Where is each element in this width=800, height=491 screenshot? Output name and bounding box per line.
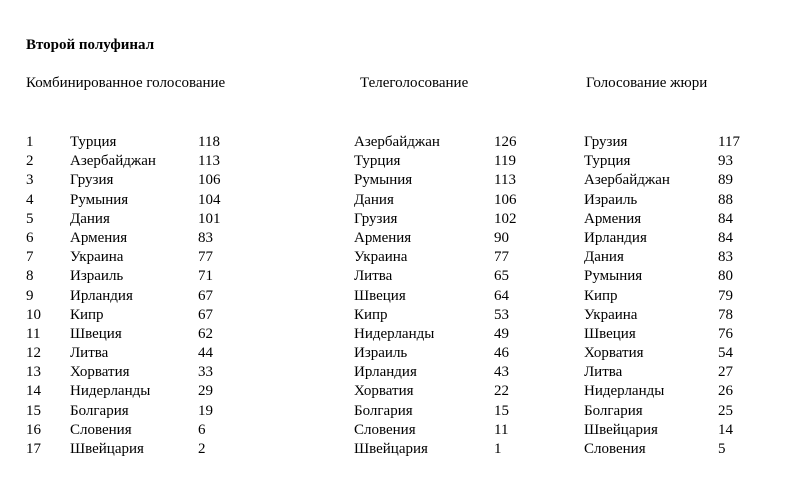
rank-cell: 14 — [26, 383, 41, 400]
jury-country-cell: Швейцария — [584, 421, 658, 438]
table-row — [0, 363, 800, 382]
jury-country-cell: Ирландия — [584, 229, 647, 246]
jury-country-cell: Израиль — [584, 191, 638, 208]
jury-score-cell: 76 — [718, 325, 733, 342]
televote-country-cell: Азербайджан — [354, 134, 440, 150]
jury-country-cell: Швеция — [584, 325, 636, 342]
rank-cell: 4 — [26, 191, 34, 208]
rank-cell: 9 — [26, 287, 34, 304]
televote-country-cell: Литва — [354, 268, 393, 285]
combined-score-cell: 19 — [198, 402, 213, 419]
table-row — [0, 133, 800, 152]
jury-score-cell: 5 — [718, 441, 726, 457]
televote-score-cell: 102 — [494, 210, 517, 227]
combined-country-cell: Грузия — [70, 172, 114, 189]
combined-country-cell: Азербайджан — [70, 153, 156, 170]
table-row — [0, 152, 800, 171]
combined-country-cell: Кипр — [70, 306, 104, 323]
table-row — [0, 325, 800, 344]
jury-score-cell: 83 — [718, 249, 733, 266]
televote-country-cell: Израиль — [354, 345, 408, 362]
televote-score-cell: 113 — [494, 172, 516, 189]
televote-country-cell: Ирландия — [354, 364, 417, 381]
combined-score-cell: 71 — [198, 268, 213, 285]
rank-cell: 1 — [26, 134, 34, 150]
jury-country-cell: Турция — [584, 153, 631, 170]
combined-score-cell: 77 — [198, 249, 213, 266]
jury-score-cell: 27 — [718, 364, 733, 381]
televote-score-cell: 119 — [494, 153, 516, 170]
rank-cell: 6 — [26, 229, 34, 246]
combined-voting-header: Комбинированное голосование — [26, 75, 226, 91]
televote-score-cell: 11 — [494, 421, 509, 438]
results-table — [0, 133, 800, 459]
combined-score-cell: 67 — [198, 306, 213, 323]
televote-country-cell: Румыния — [354, 172, 413, 189]
jury-score-cell: 26 — [718, 383, 733, 400]
rank-cell: 13 — [26, 364, 41, 381]
jury-score-cell: 117 — [718, 134, 740, 150]
combined-score-cell: 67 — [198, 287, 213, 304]
page-title: Второй полуфинал — [26, 37, 155, 53]
jury-country-cell: Азербайджан — [584, 172, 670, 189]
table-row — [0, 210, 800, 229]
table-row — [0, 306, 800, 325]
combined-score-cell: 101 — [198, 210, 221, 227]
televote-country-cell: Швеция — [354, 287, 406, 304]
jury-country-cell: Кипр — [584, 287, 618, 304]
combined-country-cell: Литва — [70, 345, 109, 362]
televote-score-cell: 53 — [494, 306, 509, 323]
combined-score-cell: 118 — [198, 134, 220, 150]
jury-country-cell: Словения — [584, 441, 646, 457]
combined-country-cell: Словения — [70, 421, 132, 438]
rank-cell: 3 — [26, 172, 34, 189]
televote-score-cell: 77 — [494, 249, 509, 266]
televote-country-cell: Болгария — [354, 402, 413, 419]
combined-country-cell: Швеция — [70, 325, 122, 342]
table-row — [0, 382, 800, 401]
rank-cell: 17 — [26, 441, 41, 457]
jury-country-cell: Грузия — [584, 134, 628, 150]
jury-score-cell: 93 — [718, 153, 733, 170]
jury-score-cell: 78 — [718, 306, 733, 323]
table-row — [0, 171, 800, 190]
table-row — [0, 229, 800, 248]
table-row — [0, 440, 800, 459]
televote-score-cell: 64 — [494, 287, 509, 304]
table-row — [0, 344, 800, 363]
combined-country-cell: Ирландия — [70, 287, 133, 304]
combined-score-cell: 106 — [198, 172, 221, 189]
combined-country-cell: Израиль — [70, 268, 124, 285]
combined-country-cell: Нидерланды — [70, 383, 151, 400]
rank-cell: 16 — [26, 421, 41, 438]
table-row — [0, 248, 800, 267]
televote-country-cell: Украина — [354, 249, 408, 266]
televote-score-cell: 43 — [494, 364, 509, 381]
televote-header: Телеголосование — [360, 75, 469, 91]
televote-country-cell: Швейцария — [354, 441, 428, 457]
combined-country-cell: Хорватия — [70, 364, 130, 381]
combined-country-cell: Болгария — [70, 402, 129, 419]
jury-country-cell: Хорватия — [584, 345, 644, 362]
jury-country-cell: Украина — [584, 306, 638, 323]
combined-score-cell: 83 — [198, 229, 213, 246]
combined-score-cell: 29 — [198, 383, 213, 400]
televote-score-cell: 22 — [494, 383, 509, 400]
rank-cell: 12 — [26, 345, 41, 362]
rank-cell: 11 — [26, 325, 41, 342]
rank-cell: 8 — [26, 268, 34, 285]
televote-score-cell: 49 — [494, 325, 509, 342]
jury-score-cell: 25 — [718, 402, 733, 419]
jury-score-cell: 80 — [718, 268, 733, 285]
televote-country-cell: Дания — [354, 191, 394, 208]
rank-cell: 10 — [26, 306, 41, 323]
televote-score-cell: 46 — [494, 345, 509, 362]
combined-country-cell: Армения — [70, 229, 128, 246]
jury-country-cell: Нидерланды — [584, 383, 665, 400]
televote-country-cell: Турция — [354, 153, 401, 170]
jury-score-cell: 54 — [718, 345, 733, 362]
rank-cell: 5 — [26, 210, 34, 227]
combined-score-cell: 113 — [198, 153, 220, 170]
combined-score-cell: 44 — [198, 345, 213, 362]
televote-country-cell: Грузия — [354, 210, 398, 227]
combined-score-cell: 6 — [198, 421, 206, 438]
jury-country-cell: Болгария — [584, 402, 643, 419]
televote-score-cell: 15 — [494, 402, 509, 419]
televote-score-cell: 106 — [494, 191, 517, 208]
rank-cell: 2 — [26, 153, 34, 170]
combined-score-cell: 33 — [198, 364, 213, 381]
televote-country-cell: Словения — [354, 421, 416, 438]
jury-voting-header: Голосование жюри — [586, 75, 708, 91]
televote-score-cell: 65 — [494, 268, 509, 285]
televote-score-cell: 90 — [494, 229, 509, 246]
table-row — [0, 287, 800, 306]
televote-country-cell: Кипр — [354, 306, 388, 323]
combined-country-cell: Дания — [70, 210, 110, 227]
jury-country-cell: Литва — [584, 364, 623, 381]
jury-score-cell: 84 — [718, 229, 733, 246]
jury-score-cell: 89 — [718, 172, 733, 189]
combined-country-cell: Швейцария — [70, 441, 144, 457]
jury-score-cell: 14 — [718, 421, 733, 438]
jury-country-cell: Румыния — [584, 268, 643, 285]
table-row — [0, 191, 800, 210]
televote-country-cell: Армения — [354, 229, 412, 246]
rank-cell: 15 — [26, 402, 41, 419]
table-row — [0, 421, 800, 440]
jury-country-cell: Армения — [584, 210, 642, 227]
combined-country-cell: Турция — [70, 134, 117, 150]
combined-score-cell: 2 — [198, 441, 206, 457]
televote-country-cell: Хорватия — [354, 383, 414, 400]
table-row — [0, 402, 800, 421]
table-row — [0, 267, 800, 286]
televote-score-cell: 1 — [494, 441, 502, 457]
rank-cell: 7 — [26, 249, 34, 266]
combined-country-cell: Украина — [70, 249, 124, 266]
televote-score-cell: 126 — [494, 134, 517, 150]
jury-country-cell: Дания — [584, 249, 624, 266]
combined-score-cell: 62 — [198, 325, 213, 342]
jury-score-cell: 84 — [718, 210, 733, 227]
combined-country-cell: Румыния — [70, 191, 129, 208]
televote-country-cell: Нидерланды — [354, 325, 435, 342]
combined-score-cell: 104 — [198, 191, 221, 208]
jury-score-cell: 79 — [718, 287, 733, 304]
jury-score-cell: 88 — [718, 191, 733, 208]
